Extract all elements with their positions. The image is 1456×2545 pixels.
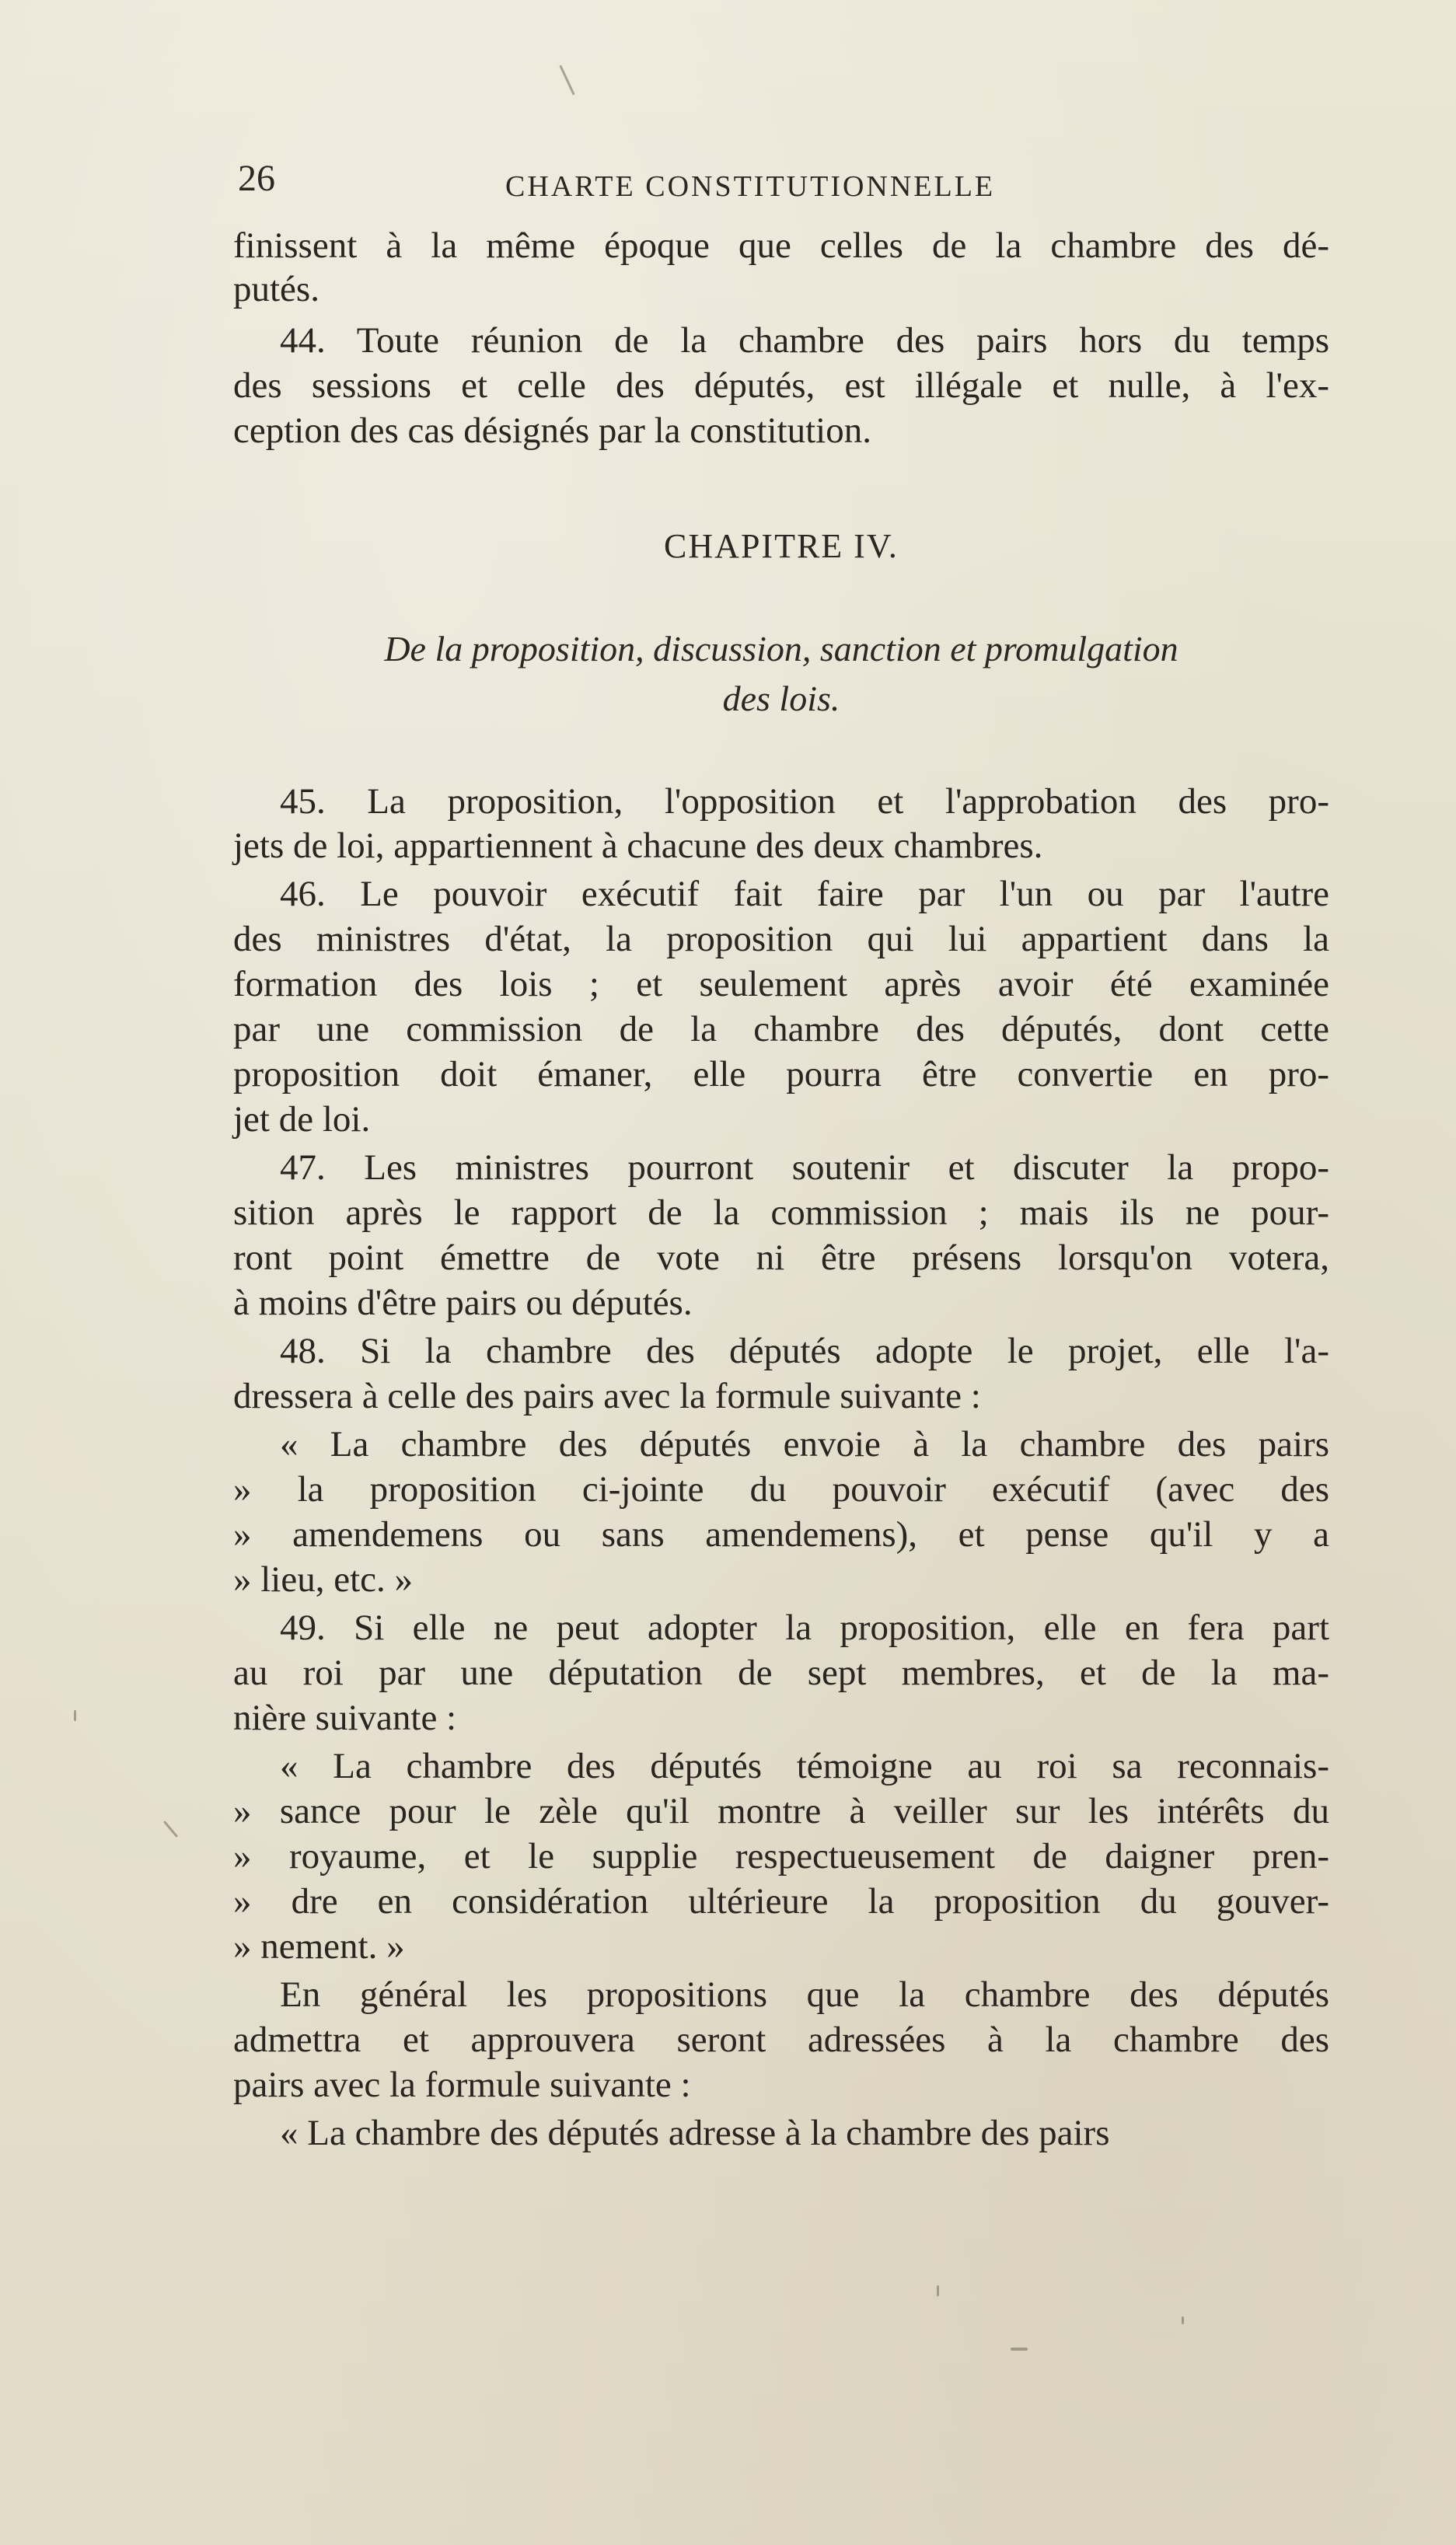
text-block [233,0,1329,2545]
text-line: En général les propositions que la chambre des députés [280,1974,1329,2015]
quote-line: » sance pour le zèle qu'il montre à veiller sur les intérêts du [233,1791,1329,1831]
quote-line: « La chambre des députés envoie à la chambre des pairs [280,1424,1329,1465]
text-line: par une commission de la chambre des députés, dont cette [233,1009,1329,1049]
text-line: des sessions et celle des députés, est illégale et nulle, à l'ex- [233,365,1329,406]
text-line: ront point émettre de vote ni être présens lorsqu'on votera, [233,1238,1329,1278]
text-line: admettra et approuvera seront adressées à la chambre des [233,2020,1329,2060]
quote-line: » lieu, etc. » [233,1559,414,1600]
quote-line: » la proposition ci-jointe du pouvoir exécutif (avec des [233,1469,1329,1510]
article-49: 49. Si elle ne peut adopter la proposition, elle en fera part [280,1608,1329,1648]
article-45: 45. La proposition, l'opposition et l'approbation des pro- [280,781,1329,822]
text-line: au roi par une députation de sept membres, et de la ma- [233,1653,1329,1693]
chapter-subtitle: des lois. [722,679,840,718]
article-47: 47. Les ministres pourront soutenir et discuter la propo- [280,1147,1329,1188]
chapter-title: CHAPITRE IV. [664,527,899,565]
text-line: nière suivante : [233,1698,457,1738]
quote-line: » amendemens ou sans amendemens), et pense qu'il y a [233,1514,1329,1555]
article-44: 44. Toute réunion de la chambre des pairs hors du temps [280,320,1329,361]
text-line: ception des cas désignés par la constitution. [233,410,871,451]
quote-line: » royaume, et le supplie respectueusement de daigner pren- [233,1836,1329,1876]
text-line: finissent à la même époque que celles de la chambre des dé- [233,225,1329,266]
article-48: 48. Si la chambre des députés adopte le projet, elle l'a- [280,1331,1329,1371]
text-line: jet de loi. [233,1099,371,1140]
text-line: pairs avec la formule suivante : [233,2065,691,2105]
text-line: proposition doit émaner, elle pourra être convertie en pro- [233,1054,1329,1094]
text-line: sition après le rapport de la commission ; mais ils ne pour- [233,1192,1329,1233]
speck [163,1821,178,1838]
text-line: formation des lois ; et seulement après avoir été examinée [233,964,1329,1004]
text-line: putés. [233,269,319,309]
quote-line: » dre en considération ultérieure la proposition du gouver- [233,1881,1329,1922]
article-46: 46. Le pouvoir exécutif fait faire par l'un ou par l'autre [280,874,1329,914]
text-line: à moins d'être pairs ou députés. [233,1283,693,1323]
text-line: des ministres d'état, la proposition qui lui appartient dans la [233,919,1329,959]
quote-line: « La chambre des députés adresse à la chambre des pairs [280,2113,1110,2153]
chapter-subtitle: De la proposition, discussion, sanction et promulgation [384,629,1178,669]
quote-line: » nement. » [233,1926,405,1967]
text-line: jets de loi, appartiennent à chacune des deux chambres. [233,826,1043,866]
speck [74,1710,76,1721]
text-line: dressera à celle des pairs avec la formule suivante : [233,1376,981,1416]
page-number: 26 [238,158,275,199]
quote-line: « La chambre des députés témoigne au roi sa reconnais- [280,1746,1329,1786]
running-head: CHARTE CONSTITUTIONNELLE [505,170,996,203]
